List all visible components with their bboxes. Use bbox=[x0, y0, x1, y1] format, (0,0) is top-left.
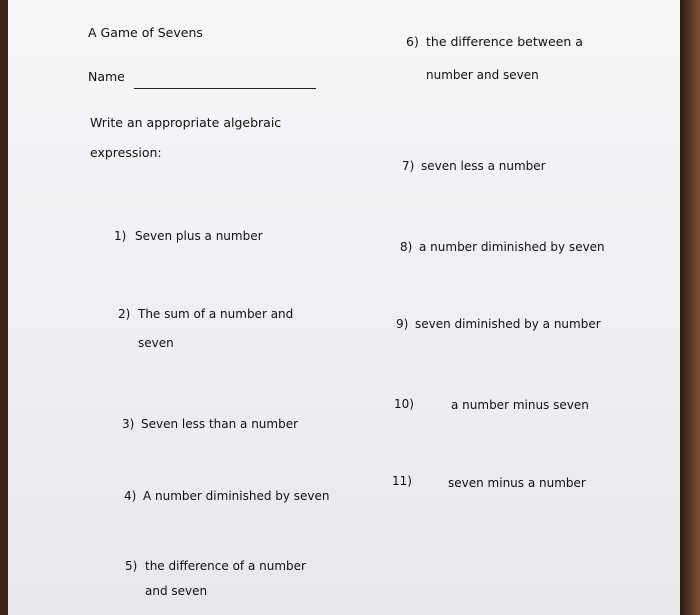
item-3-number: 3) bbox=[122, 417, 135, 431]
item-5-number: 5) bbox=[125, 559, 138, 573]
instructions-line-2: expression: bbox=[90, 145, 162, 160]
name-label: Name bbox=[88, 69, 125, 84]
item-4-number: 4) bbox=[124, 489, 137, 503]
item-6-text: the difference between a bbox=[426, 34, 583, 49]
worksheet-page bbox=[8, 0, 680, 615]
instructions-line-1: Write an appropriate algebraic bbox=[90, 115, 282, 130]
item-7-text: seven less a number bbox=[421, 159, 546, 173]
item-11-text: seven minus a number bbox=[448, 476, 586, 490]
item-7-number: 7) bbox=[402, 159, 415, 173]
item-10-number: 10) bbox=[394, 397, 414, 411]
item-8-number: 8) bbox=[400, 240, 413, 254]
item-11-number: 11) bbox=[392, 474, 412, 488]
item-2-text-cont: seven bbox=[138, 336, 174, 350]
item-10-text: a number minus seven bbox=[451, 398, 589, 412]
item-3-text: Seven less than a number bbox=[141, 417, 299, 431]
worksheet-title: A Game of Sevens bbox=[88, 25, 203, 40]
item-1-number: 1) bbox=[114, 229, 127, 243]
item-6-text-cont: number and seven bbox=[426, 68, 539, 82]
item-5-text-cont: and seven bbox=[145, 584, 208, 598]
item-2-text: The sum of a number and bbox=[138, 307, 294, 321]
item-2-number: 2) bbox=[118, 307, 131, 321]
item-8-text: a number diminished by seven bbox=[419, 240, 605, 254]
background-surface bbox=[680, 0, 700, 615]
item-1-text: Seven plus a number bbox=[135, 229, 263, 243]
item-9-text: seven diminished by a number bbox=[415, 317, 601, 331]
item-5-text: the difference of a number bbox=[145, 559, 306, 573]
item-6-number: 6) bbox=[406, 34, 419, 49]
item-4-text: A number diminished by seven bbox=[143, 489, 330, 503]
name-blank-line bbox=[134, 88, 316, 89]
item-9-number: 9) bbox=[396, 317, 409, 331]
